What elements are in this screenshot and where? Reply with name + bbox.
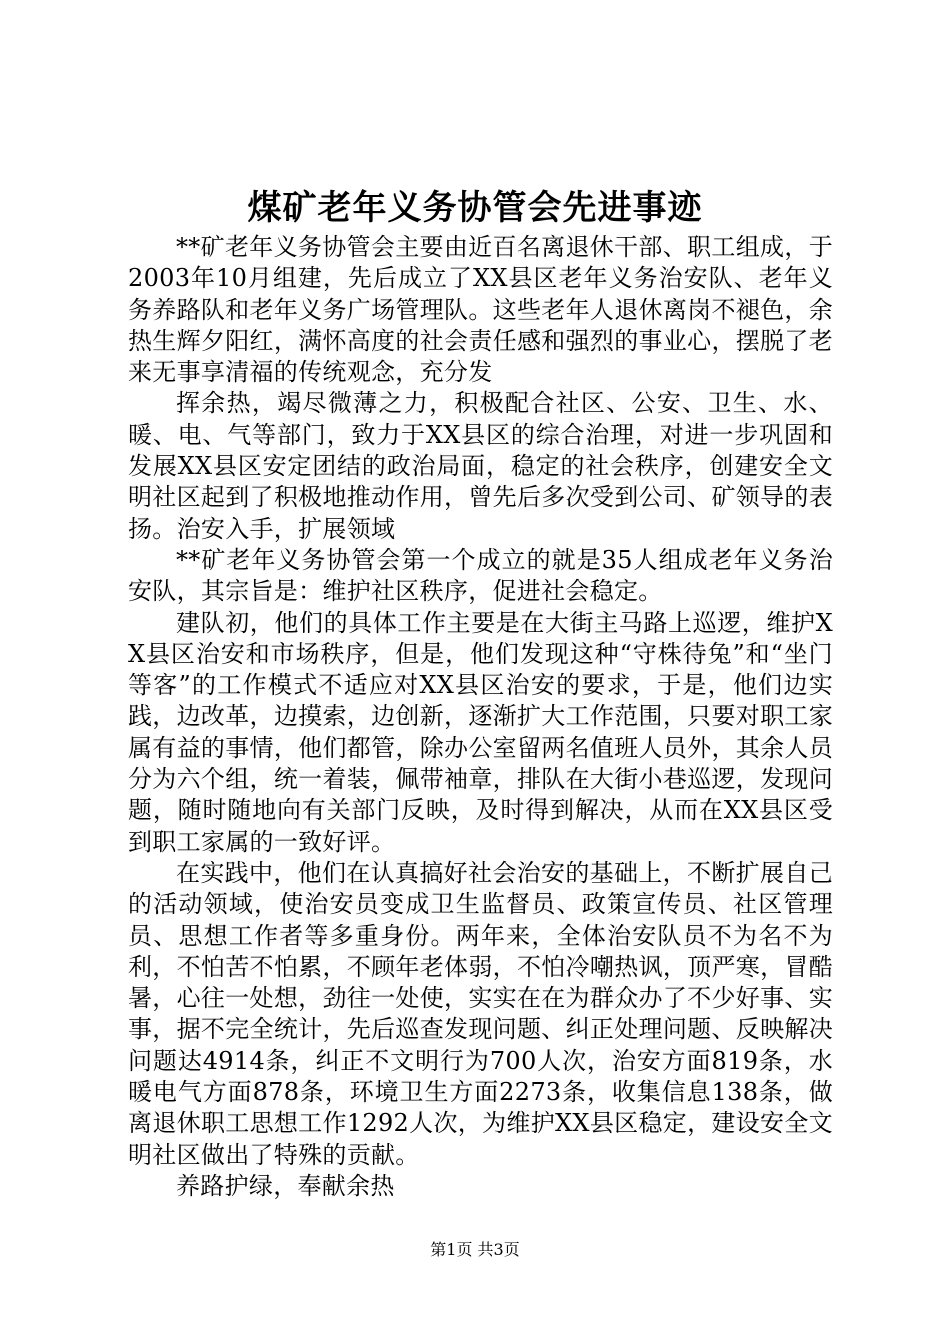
document-title: 煤矿老年义务协管会先进事迹 — [247, 188, 703, 228]
paragraph: 挥余热，竭尽微薄之力，积极配合社区、公安、卫生、水、暖、电、气等部门，致力于XX县区的综合治理，对进一步巩固和发展XX县区安定团结的政治局面，稳定的社会秩序，创建安全文明社区起到了积极地推动作用，曾先后多次受到公司、矿领导的表扬。治安入手，扩展领域 — [128, 389, 833, 543]
document-body — [128, 232, 833, 1202]
page-footer: 第1页 共3页 — [430, 1240, 520, 1259]
paragraph: 建队初，他们的具体工作主要是在大街主马路上巡逻，维护XX县区治安和市场秩序，但是，他们发现这种“守株待兔”和“坐门等客”的工作模式不适应对XX县区治安的要求，于是，他们边实践，边改革，边摸索，边创新，逐渐扩大工作范围，只要对职工家属有益的事情，他们都管，除办公室留两名值班人员外，其余人员分为六个组，统一着装，佩带袖章，排队在大街小巷巡逻，发现问题，随时随地向有关部门反映，及时得到解决，从而在XX县区受到职工家属的一致好评。 — [128, 608, 833, 856]
paragraph: 在实践中，他们在认真搞好社会治安的基础上，不断扩展自己的活动领域，使治安员变成卫生监督员、政策宣传员、社区管理员、思想工作者等多重身份。两年来，全体治安队员不为名不为利，不怕苦不怕累，不顾年老体弱，不怕冷嘲热讽，顶严寒，冒酷暑，心往一处想，劲往一处使，实实在在为群众办了不少好事、实事，据不完全统计，先后巡查发现问题、纠正处理问题、反映解决问题达4914条，纠正不文明行为700人次，治安方面819条，水暖电气方面878条，环境卫生方面2273条，收集信息138条，做离退休职工思想工作1292人次，为维护XX县区稳定，建设安全文明社区做出了特殊的贡献。 — [128, 858, 833, 1169]
paragraph: 养路护绿，奉献余热 — [176, 1171, 395, 1200]
paragraph: **矿老年义务协管会主要由近百名离退休干部、职工组成，于2003年10月组建，先后成立了XX县区老年义务治安队、老年义务养路队和老年义务广场管理队。这些老年人退休离岗不褪色，余热生辉夕阳红，满怀高度的社会责任感和强烈的事业心，摆脱了老来无事享清福的传统观念，充分发 — [128, 233, 833, 387]
paragraph: **矿老年义务协管会第一个成立的就是35人组成老年义务治安队，其宗旨是：维护社区秩序，促进社会稳定。 — [128, 545, 833, 606]
